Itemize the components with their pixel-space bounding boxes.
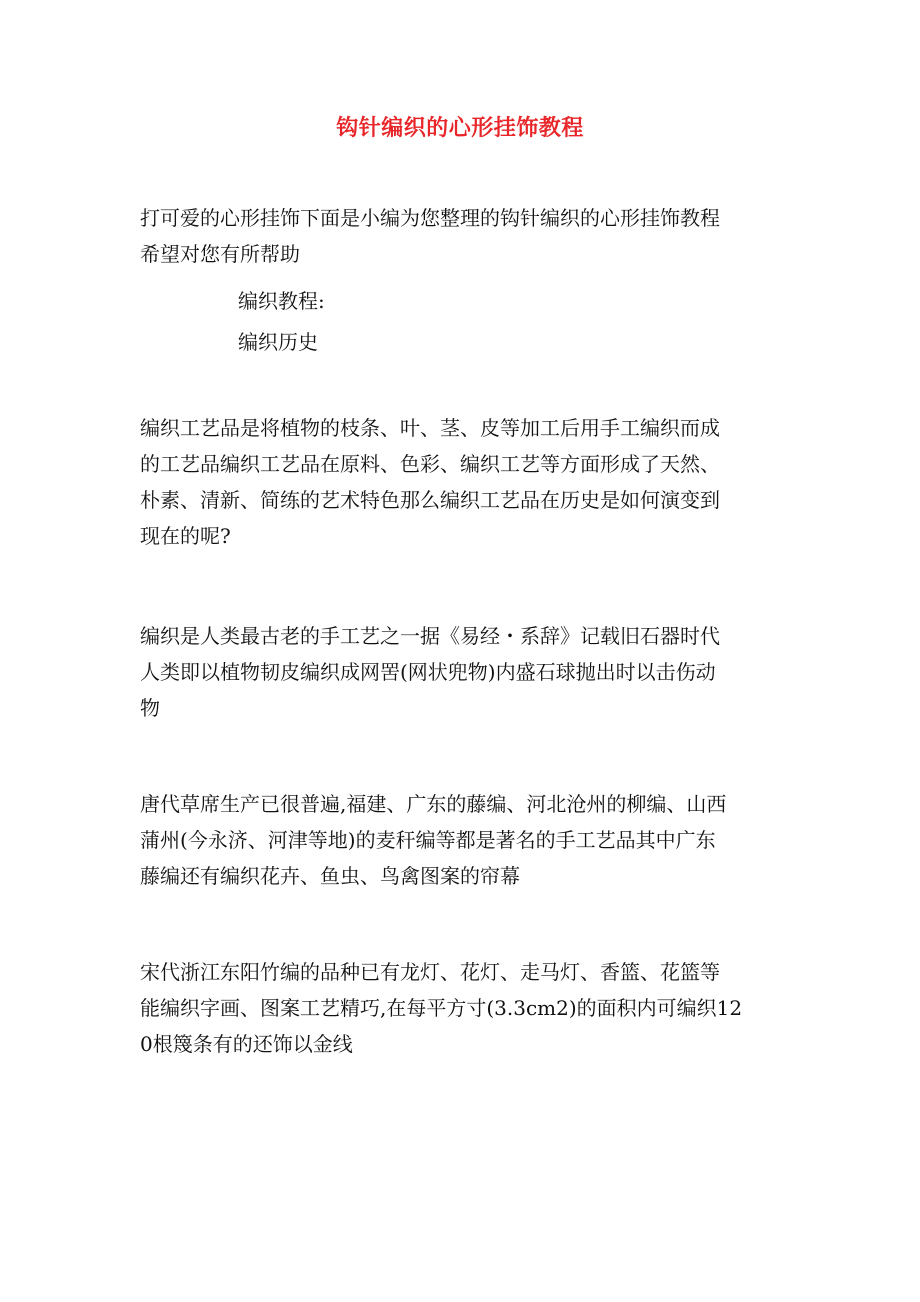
intro-paragraph [140,200,780,272]
intro-line-2: 希望对您有所帮助 [140,242,300,266]
paragraph-2-line-3: 物 [140,696,160,720]
paragraph-3-line-3: 藤编还有编织花卉、鱼虫、鸟禽图案的帘幕 [140,864,520,888]
paragraph-4-line-1: 宋代浙江东阳竹编的品种已有龙灯、花灯、走马灯、香篮、花篮等 [140,960,720,984]
paragraph-2-line-1: 编织是人类最古老的手工艺之一据《易经・系辞》记载旧石器时代 [140,624,720,648]
paragraph-2-line-2: 人类即以植物韧皮编织成网罟(网状兜物)内盛石球抛出时以击伤动 [140,660,716,684]
paragraph-4-line-2: 能编织字画、图案工艺精巧,在每平方寸(3.3cm2)的面积内可编织12 [140,996,743,1020]
paragraph-3 [140,786,780,894]
paragraph-1-line-3: 朴素、清新、简练的艺术特色那么编织工艺品在历史是如何演变到 [140,488,720,512]
paragraph-4 [140,954,780,1062]
paragraph-3-line-2: 蒲州(今永济、河津等地)的麦秆编等都是著名的手工艺品其中广东 [140,828,716,852]
paragraph-1-line-1: 编织工艺品是将植物的枝条、叶、茎、皮等加工后用手工编织而成 [140,416,720,440]
document-title: 钩针编织的心形挂饰教程 [336,115,584,141]
paragraph-1-line-2: 的工艺品编织工艺品在原料、色彩、编织工艺等方面形成了天然、 [140,452,720,476]
paragraph-2 [140,618,780,726]
subheading-tutorial: 编织教程: [238,289,325,313]
paragraph-4-line-3: 0根篾条有的还饰以金线 [140,1032,353,1056]
intro-line-1: 打可爱的心形挂饰下面是小编为您整理的钩针编织的心形挂饰教程 [140,206,720,230]
subheading-history: 编织历史 [238,330,318,354]
paragraph-1 [140,410,780,554]
paragraph-1-line-4: 现在的呢? [140,524,231,548]
paragraph-3-line-1: 唐代草席生产已很普遍,福建、广东的藤编、河北沧州的柳编、山西 [140,792,727,816]
